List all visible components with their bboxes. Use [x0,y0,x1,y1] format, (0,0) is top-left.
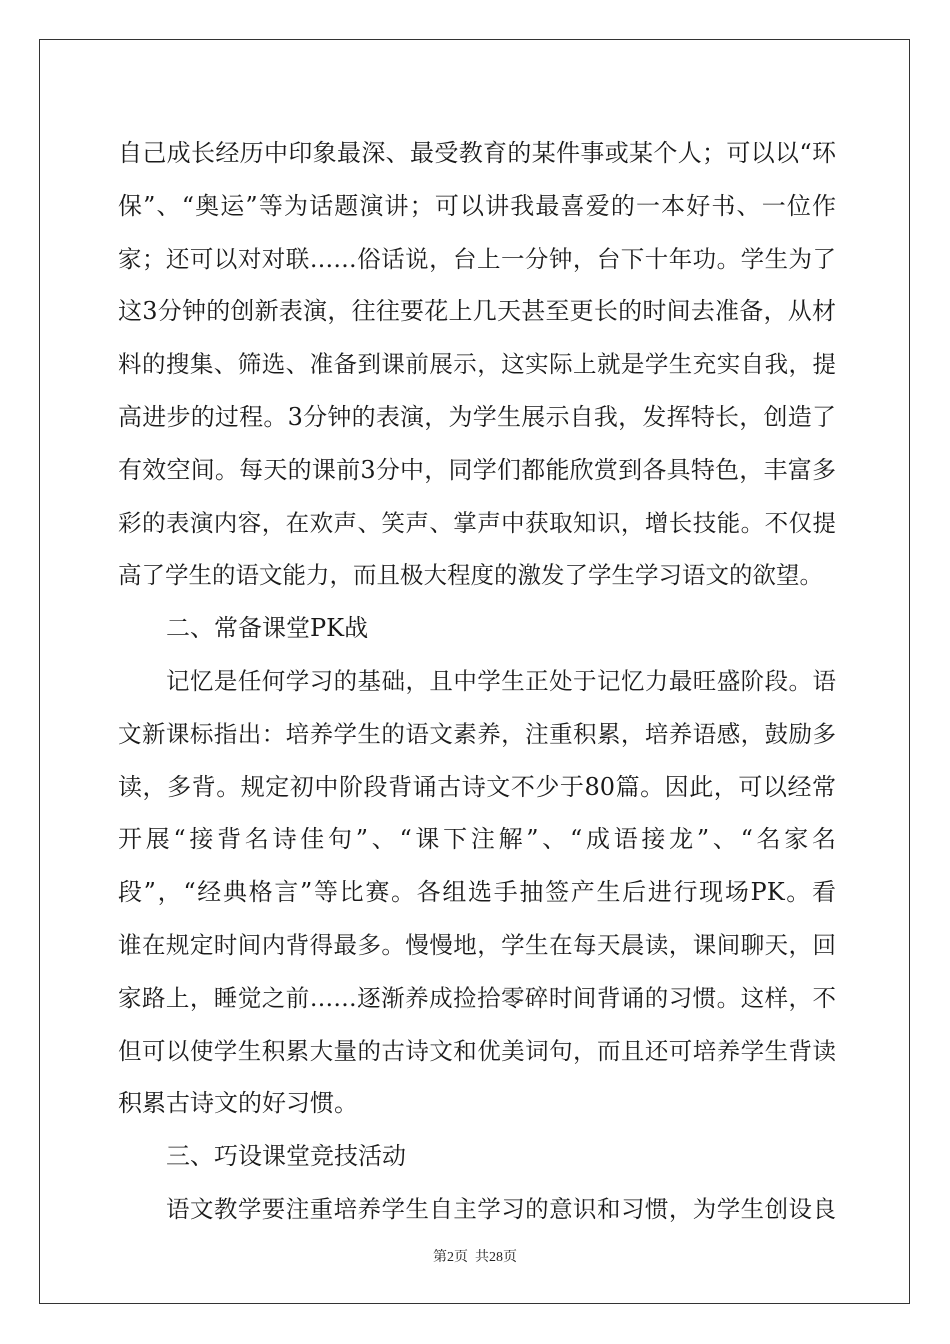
paragraph-line: 积累古诗文的好习惯。 [118,1089,358,1118]
paragraph-line: 语文教学要注重培养学生自主学习的意识和习惯，为学生创设良 [166,1194,836,1223]
paragraph-line: 自己成长经历中印象最深、最受教育的某件事或某个人；可以以“环 [118,139,836,167]
paragraph-line: 高了学生的语文能力，而且极大程度的激发了学生学习语文的欲望。 [118,561,823,590]
paragraph-line: 开展“接背名诗佳句”、“课下注解”、“成语接龙”、“名家名 [118,825,836,854]
paragraph-line: 有效空间。每天的课前3分中，同学们都能欣赏到各具特色，丰富多 [118,455,836,484]
paragraph-line: 记忆是任何学习的基础，且中学生正处于记忆力最旺盛阶段。语 [166,666,836,695]
document-body [118,127,836,1236]
paragraph-line: 家路上，睡觉之前……逐渐养成捡拾零碎时间背诵的习惯。这样，不 [118,983,836,1012]
paragraph-line: 彩的表演内容，在欢声、笑声、掌声中获取知识，增长技能。不仅提 [118,508,836,537]
paragraph-line: 家；还可以对对联……俗话说，台上一分钟，台下十年功。学生为了 [118,244,836,273]
paragraph-line: 段”，“经典格言”等比赛。各组选手抽签产生后进行现场PK。看 [118,878,836,907]
paragraph-line: 谁在规定时间内背得最多。慢慢地，学生在每天晨读，课间聊天，回 [118,930,836,959]
page-number: 第2页 共28页 [433,1250,517,1265]
paragraph-line: 这3分钟的创新表演，往往要花上几天甚至更长的时间去准备，从材 [118,297,836,326]
paragraph-line: 文新课标指出：培养学生的语文素养，注重积累，培养语感，鼓励多 [118,719,836,748]
paragraph-line: 料的搜集、筛选、准备到课前展示，这实际上就是学生充实自我，提 [118,350,836,379]
paragraph-line: 保”、“奥运”等为话题演讲；可以讲我最喜爱的一本好书、一位作 [118,191,836,220]
paragraph-line: 高进步的过程。3分钟的表演，为学生展示自我，发挥特长，创造了 [118,402,836,431]
paragraph-line: 但可以使学生积累大量的古诗文和优美词句，而且还可培养学生背读 [118,1036,836,1065]
section-heading: 二、常备课堂PK战 [166,614,369,643]
section-heading: 三、巧设课堂竞技活动 [166,1142,406,1171]
paragraph-line: 读，多背。规定初中阶段背诵古诗文不少于80篇。因此，可以经常 [118,772,836,801]
